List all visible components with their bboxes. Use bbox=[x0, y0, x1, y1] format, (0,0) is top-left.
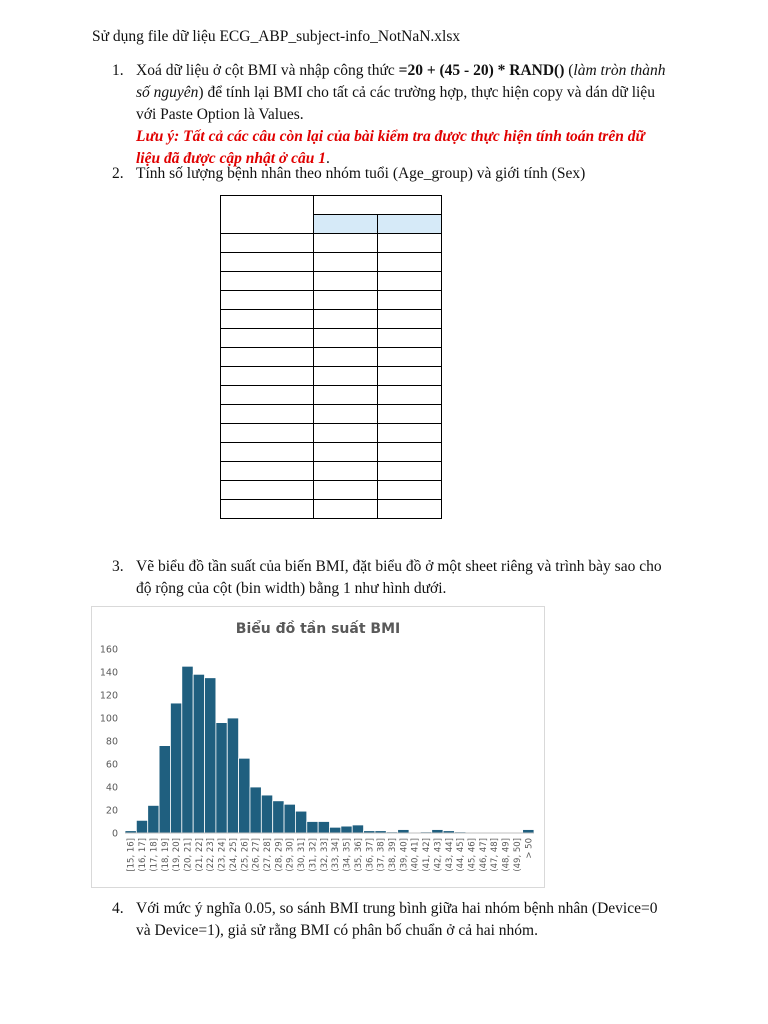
q3-text: Vẽ biểu đồ tần suất của biến BMI, đặt biểu đồ ở một sheet riêng và trình bày sao cho độ rộng của cột (bin width) bằng 1 như hình dưới. bbox=[136, 558, 662, 597]
table-row bbox=[221, 272, 442, 291]
y-tick-label: 80 bbox=[105, 736, 118, 748]
table-cell[interactable] bbox=[378, 272, 442, 291]
x-tick-label: (41, 42] bbox=[422, 838, 433, 872]
histogram-bar bbox=[159, 746, 170, 833]
table-row bbox=[221, 424, 442, 443]
table-row bbox=[221, 253, 442, 272]
histogram-bar bbox=[307, 822, 318, 834]
x-tick-label: (44, 45] bbox=[456, 838, 467, 872]
table-cell[interactable] bbox=[378, 367, 442, 386]
histogram-bar bbox=[330, 827, 341, 833]
table-subheader-cell[interactable] bbox=[378, 215, 442, 234]
question-2 bbox=[112, 163, 672, 185]
x-tick-label: (37, 38] bbox=[376, 838, 387, 872]
x-tick-label: (17, 18] bbox=[149, 838, 160, 872]
histogram-bar bbox=[295, 811, 306, 833]
table-cell[interactable] bbox=[378, 253, 442, 272]
table-cell[interactable] bbox=[314, 462, 378, 481]
table-row bbox=[221, 367, 442, 386]
histogram-bar bbox=[284, 804, 295, 833]
table-cell[interactable] bbox=[221, 443, 314, 462]
histogram-bar bbox=[273, 801, 284, 833]
table-cell[interactable] bbox=[221, 367, 314, 386]
table-row bbox=[221, 291, 442, 310]
x-tick-label: (42, 43] bbox=[433, 838, 444, 872]
table-cell[interactable] bbox=[378, 405, 442, 424]
x-tick-label: (40, 41] bbox=[410, 838, 421, 872]
chart-title: Biểu đồ tần suất BMI bbox=[235, 621, 401, 637]
table-cell[interactable] bbox=[221, 462, 314, 481]
table-cell[interactable] bbox=[314, 253, 378, 272]
histogram-bar bbox=[352, 825, 363, 833]
table-cell[interactable] bbox=[221, 329, 314, 348]
table-cell[interactable] bbox=[221, 310, 314, 329]
x-tick-label: > 50 bbox=[524, 838, 535, 859]
x-tick-label: (38, 39] bbox=[387, 838, 398, 872]
y-tick-label: 60 bbox=[105, 759, 118, 771]
histogram-bar bbox=[318, 822, 329, 834]
table-cell[interactable] bbox=[378, 462, 442, 481]
histogram-bar bbox=[523, 830, 534, 833]
table-row bbox=[221, 329, 442, 348]
question-3 bbox=[112, 556, 672, 600]
table-cell[interactable] bbox=[221, 500, 314, 519]
q1-formula: =20 + (45 - 20) * RAND() bbox=[398, 62, 565, 79]
table-row bbox=[221, 348, 442, 367]
table-corner-cell[interactable] bbox=[221, 196, 314, 234]
table-cell[interactable] bbox=[221, 348, 314, 367]
y-tick-label: 40 bbox=[105, 782, 118, 794]
bmi-histogram-chart bbox=[91, 606, 545, 888]
table-row bbox=[221, 462, 442, 481]
histogram-bar bbox=[432, 830, 443, 833]
table-cell[interactable] bbox=[314, 500, 378, 519]
x-tick-label: (25, 26] bbox=[240, 838, 251, 872]
x-tick-label: (43, 44] bbox=[444, 838, 455, 872]
x-tick-label: (26, 27] bbox=[251, 838, 262, 872]
x-tick-label: (22, 23] bbox=[206, 838, 217, 872]
x-tick-label: (49, 50] bbox=[512, 838, 523, 872]
y-tick-label: 20 bbox=[105, 805, 118, 817]
q1-warning-label: Lưu ý: bbox=[136, 128, 180, 145]
x-tick-label: (24, 25] bbox=[228, 838, 239, 872]
q1-text-b: ( bbox=[564, 62, 574, 79]
q1-warning-end: . bbox=[325, 150, 330, 167]
histogram-bar bbox=[148, 805, 159, 833]
age-sex-table bbox=[220, 195, 442, 519]
question-1-number: 1. bbox=[112, 62, 124, 79]
table-cell[interactable] bbox=[221, 481, 314, 500]
table-row bbox=[221, 386, 442, 405]
x-tick-label: (34, 35] bbox=[342, 838, 353, 872]
table-cell[interactable] bbox=[221, 424, 314, 443]
x-tick-label: [15, 16] bbox=[126, 838, 137, 872]
x-tick-label: (48, 49] bbox=[501, 838, 512, 872]
question-1 bbox=[112, 60, 672, 170]
table-header-row-1 bbox=[221, 196, 442, 215]
table-group-header-cell[interactable] bbox=[314, 196, 442, 215]
histogram-bar bbox=[216, 723, 227, 833]
x-tick-label: (35, 36] bbox=[353, 838, 364, 872]
q1-text-a: Xoá dữ liệu ở cột BMI và nhập công thức bbox=[136, 62, 399, 79]
y-tick-label: 160 bbox=[99, 644, 118, 656]
table-cell[interactable] bbox=[221, 253, 314, 272]
table-cell[interactable] bbox=[314, 310, 378, 329]
table-cell[interactable] bbox=[221, 234, 314, 253]
table-cell[interactable] bbox=[314, 329, 378, 348]
histogram-bar bbox=[239, 758, 250, 833]
question-3-number: 3. bbox=[112, 558, 124, 575]
table-cell[interactable] bbox=[314, 272, 378, 291]
x-tick-label: (31, 32] bbox=[308, 838, 319, 872]
table-cell[interactable] bbox=[378, 481, 442, 500]
table-cell[interactable] bbox=[221, 386, 314, 405]
table-cell[interactable] bbox=[314, 234, 378, 253]
x-tick-label: (47, 48] bbox=[490, 838, 501, 872]
q1-text-c: ) để tính lại BMI cho tất cả các trường hợp, thực hiện copy và dán dữ liệu với Paste Option là Values. bbox=[136, 84, 655, 123]
x-tick-label: (46, 47] bbox=[478, 838, 489, 872]
histogram-bar bbox=[205, 678, 216, 833]
table-cell[interactable] bbox=[378, 234, 442, 253]
table-row bbox=[221, 443, 442, 462]
x-tick-label: (19, 20] bbox=[172, 838, 183, 872]
x-tick-label: (27, 28] bbox=[263, 838, 274, 872]
table-cell[interactable] bbox=[378, 424, 442, 443]
x-tick-label: (29, 30] bbox=[285, 838, 296, 872]
table-cell[interactable] bbox=[314, 367, 378, 386]
y-tick-label: 100 bbox=[99, 713, 118, 725]
table-cell[interactable] bbox=[314, 481, 378, 500]
table-cell[interactable] bbox=[221, 272, 314, 291]
question-4 bbox=[112, 898, 672, 942]
table-cell[interactable] bbox=[314, 291, 378, 310]
table-cell[interactable] bbox=[221, 291, 314, 310]
x-tick-label: (28, 29] bbox=[274, 838, 285, 872]
q2-text: Tính số lượng bệnh nhân theo nhóm tuổi (Age_group) và giới tính (Sex) bbox=[136, 165, 586, 182]
table-cell[interactable] bbox=[314, 348, 378, 367]
table-cell[interactable] bbox=[378, 329, 442, 348]
histogram-bar bbox=[170, 703, 181, 833]
x-tick-label: (21, 22] bbox=[194, 838, 205, 872]
table-row bbox=[221, 481, 442, 500]
x-tick-label: (45, 46] bbox=[467, 838, 478, 872]
x-tick-label: (36, 37] bbox=[365, 838, 376, 872]
table-cell[interactable] bbox=[314, 424, 378, 443]
table-row bbox=[221, 500, 442, 519]
table-cell[interactable] bbox=[378, 443, 442, 462]
x-tick-label: (16, 17] bbox=[138, 838, 149, 872]
histogram-bar bbox=[250, 787, 261, 833]
question-4-number: 4. bbox=[112, 900, 124, 917]
histogram-bar bbox=[136, 820, 147, 833]
x-tick-label: (33, 34] bbox=[331, 838, 342, 872]
x-tick-label: (23, 24] bbox=[217, 838, 228, 872]
x-tick-label: (18, 19] bbox=[160, 838, 171, 872]
table-cell[interactable] bbox=[378, 386, 442, 405]
histogram-bar bbox=[261, 795, 272, 833]
question-2-number: 2. bbox=[112, 165, 124, 182]
table-cell[interactable] bbox=[378, 310, 442, 329]
x-tick-label: (30, 31] bbox=[297, 838, 308, 872]
table-cell[interactable] bbox=[314, 443, 378, 462]
y-tick-label: 0 bbox=[111, 828, 118, 840]
table-cell[interactable] bbox=[314, 405, 378, 424]
x-tick-label: (32, 33] bbox=[319, 838, 330, 872]
histogram-bar bbox=[193, 674, 204, 833]
intro-line: Sử dụng file dữ liệu ECG_ABP_subject-info_NotNaN.xlsx bbox=[92, 28, 461, 45]
y-tick-label: 120 bbox=[99, 690, 118, 702]
histogram-bar bbox=[227, 718, 238, 833]
table-subheader-cell[interactable] bbox=[314, 215, 378, 234]
table-cell[interactable] bbox=[378, 291, 442, 310]
table-cell[interactable] bbox=[221, 405, 314, 424]
histogram-svg bbox=[92, 607, 544, 887]
table-cell[interactable] bbox=[314, 386, 378, 405]
q4-text: Với mức ý nghĩa 0.05, so sánh BMI trung bình giữa hai nhóm bệnh nhân (Device=0 và Device=1), giả sử rằng BMI có phân bố chuẩn ở cả hai nhóm. bbox=[136, 900, 658, 939]
table-cell[interactable] bbox=[378, 348, 442, 367]
x-tick-label: (39, 40] bbox=[399, 838, 410, 872]
q1-rounding-note: làm tròn thành số nguyên bbox=[136, 62, 666, 101]
histogram-bar bbox=[398, 830, 409, 833]
histogram-bar bbox=[182, 666, 193, 833]
x-tick-label: (20, 21] bbox=[183, 838, 194, 872]
y-tick-label: 140 bbox=[99, 667, 118, 679]
table-row bbox=[221, 310, 442, 329]
q1-warning-text: Tất cả các câu còn lại của bài kiểm tra được thực hiện tính toán trên dữ liệu đã được cập nhật ở câu 1 bbox=[136, 128, 645, 167]
histogram-bar bbox=[341, 826, 352, 833]
table-row bbox=[221, 405, 442, 424]
table-cell[interactable] bbox=[378, 500, 442, 519]
table-row bbox=[221, 234, 442, 253]
